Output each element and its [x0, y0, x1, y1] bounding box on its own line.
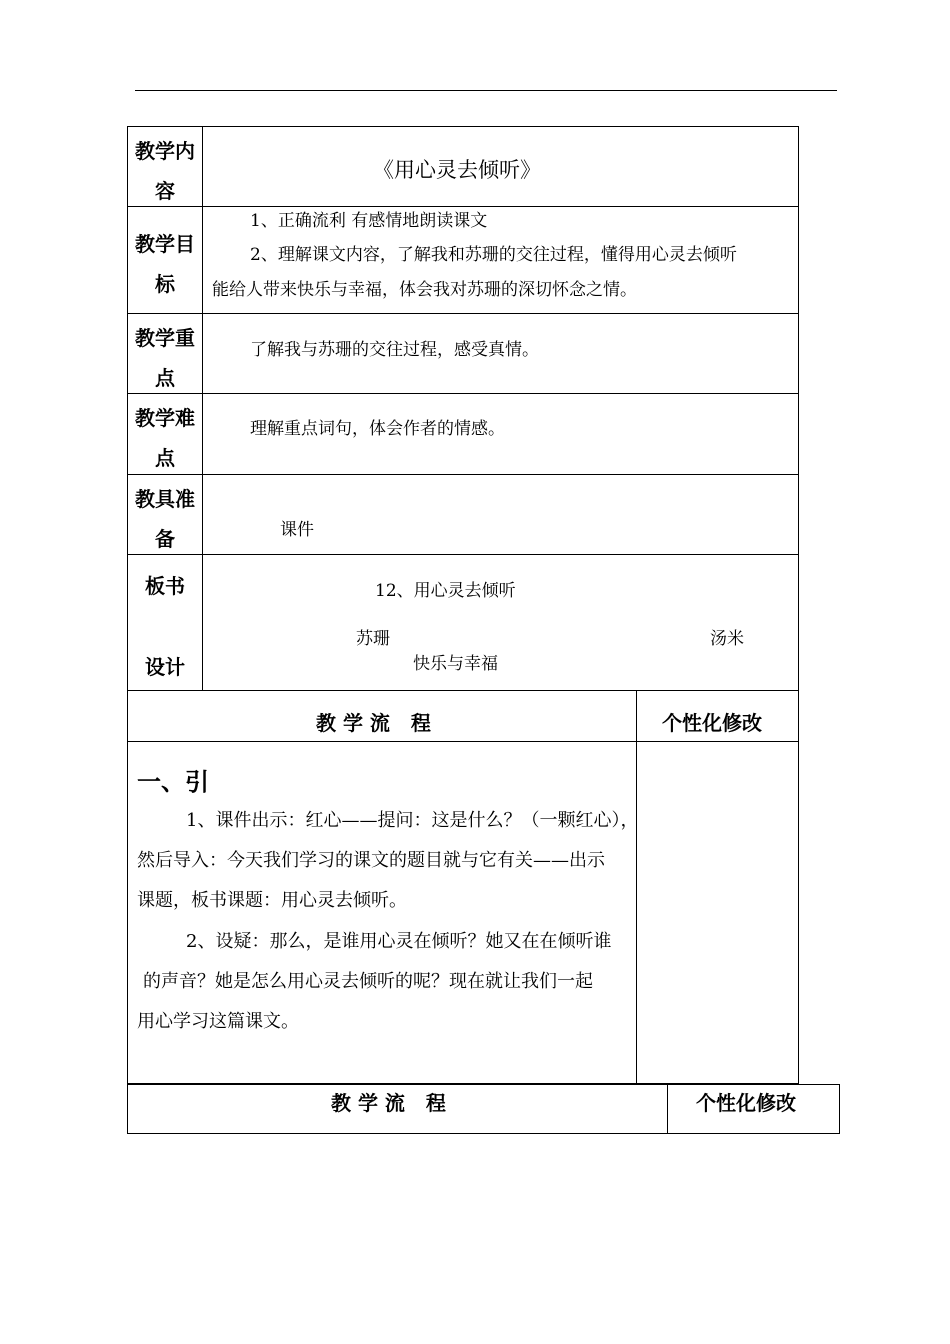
row-divider: [127, 474, 799, 475]
board-center: 快乐与幸福: [413, 654, 498, 674]
process-column-divider: [636, 690, 637, 1084]
board-left: 苏珊: [356, 629, 390, 649]
board-title: 12、用心灵去倾听: [375, 581, 516, 601]
row-divider: [127, 554, 799, 555]
para-2-line-3: 用心学习这篇课文。: [137, 1011, 299, 1032]
para-1-line-3: 课题，板书课题：用心灵去倾听。: [137, 890, 407, 911]
content-label: 教学内容: [135, 139, 195, 203]
difficulties-text: 理解重点词句，体会作者的情感。: [250, 419, 505, 439]
goals-label: 教学目标: [135, 232, 195, 296]
key-points-label: 教学重点: [135, 326, 195, 390]
para-2-line-2: 的声音？她是怎么用心灵去倾听的呢？现在就让我们一起: [143, 971, 593, 992]
label-column-divider: [202, 126, 203, 691]
process-header: 教 学 流 程: [316, 711, 431, 735]
board-right: 汤米: [710, 629, 744, 649]
difficulties-label: 教学难点: [135, 406, 195, 470]
header-rule: [135, 90, 837, 91]
key-points-text: 了解我与苏珊的交往过程，感受真情。: [250, 340, 539, 360]
goal-line-1: 1、正确流利 有感情地朗读课文: [250, 211, 488, 231]
row-divider: [127, 393, 799, 394]
revision-header: 个性化修改: [662, 711, 762, 735]
goal-line-3: 能给人带来快乐与幸福，体会我对苏珊的深切怀念之情。: [212, 280, 637, 300]
row-divider: [127, 741, 799, 742]
row-divider: [127, 690, 799, 691]
board-label-top: 板书: [145, 574, 185, 598]
row-divider: [127, 313, 799, 314]
revision-header-2: 个性化修改: [696, 1091, 796, 1115]
process-continuation-divider: [667, 1084, 668, 1134]
lesson-title: 《用心灵去倾听》: [373, 158, 541, 182]
aids-text: 课件: [280, 520, 314, 540]
process-header-2: 教 学 流 程: [331, 1091, 446, 1115]
aids-label: 教具准备: [135, 487, 195, 551]
para-2-line-1: 2、设疑：那么，是谁用心灵在倾听？她又在在倾听谁: [186, 931, 612, 952]
para-1-line-2: 然后导入：今天我们学习的课文的题目就与它有关——出示: [137, 850, 605, 871]
goal-line-2: 2、理解课文内容，了解我和苏珊的交往过程，懂得用心灵去倾听: [250, 245, 737, 265]
para-1-line-1: 1、课件出示：红心——提问：这是什么？（一颗红心），: [186, 810, 639, 831]
section-title: 一、引: [137, 768, 209, 796]
board-label-bottom: 设计: [145, 655, 185, 679]
